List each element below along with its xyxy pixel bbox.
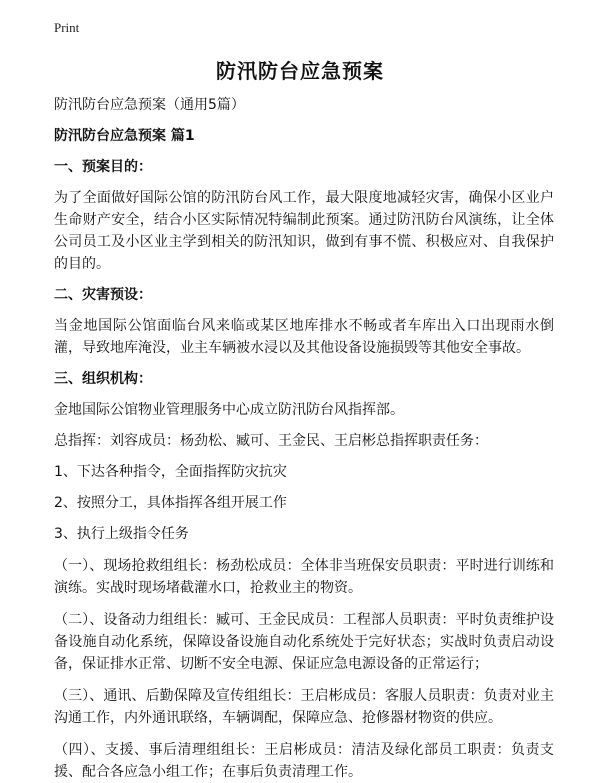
document-body	[54, 90, 554, 783]
section-body-disaster: 当金地国际公馆面临台风来临或某区地库排水不畅或者车库出入口出现雨水倒灌，导致地库淹没，业主车辆被水浸以及其他设备设施损毁等其他安全事故。	[54, 318, 554, 356]
section-heading-purpose: 一、预案目的：	[54, 159, 152, 175]
org-group-equipment: （二）、设备动力组组长：臧可、王金民成员：工程部人员职责：平时负责维护设备设施自动化系统，保障设备设施自动化系统处于完好状态；实战时负责启动设备，保证排水正常、切断不安全电源、保证应急电源设备的正常运行；	[54, 612, 554, 672]
print-link[interactable]: Print	[54, 20, 80, 35]
org-group-rescue: （一）、现场抢救组组长：杨劲松成员：全体非当班保安员职责：平时进行训练和演练。实战时现场堵截灌水口，抢救业主的物资。	[54, 558, 554, 596]
section-heading-disaster: 二、灾害预设：	[54, 287, 152, 303]
page-title: 防汛防台应急预案	[216, 59, 384, 83]
document-subtitle: 防汛防台应急预案（通用5篇）	[54, 97, 245, 113]
article-heading: 防汛防台应急预案 篇1	[54, 128, 195, 144]
org-task-2: 2、按照分工，具体指挥各组开展工作	[54, 495, 287, 511]
section-heading-organization: 三、组织机构：	[54, 371, 152, 387]
org-task-1: 1、下达各种指令，全面指挥防灾抗灾	[54, 464, 287, 480]
org-task-3: 3、执行上级指令任务	[54, 526, 189, 542]
org-paragraph-headquarters: 金地国际公馆物业管理服务中心成立防汛防台风指挥部。	[54, 402, 404, 418]
org-group-logistics: （三）、通讯、后勤保障及宣传组组长：王启彬成员：客服人员职责：负责对业主沟通工作，内外通讯联络，车辆调配，保障应急、抢修器材物资的供应。	[54, 688, 554, 726]
section-body-purpose: 为了全面做好国际公馆的防汛防台风工作，最大限度地减轻灾害，确保小区业户生命财产安全，结合小区实际情况特编制此预案。通过防汛防台风演练，让全体公司员工及小区业主学到相关的防汛知识，做到有事不慌、积极应对、自我保护的目的。	[54, 190, 554, 272]
org-group-cleanup: （四）、支援、事后清理组组长：王启彬成员：清洁及绿化部员工职责：负责支援、配合各应急小组工作；在事后负责清理工作。	[54, 742, 554, 780]
org-paragraph-commander: 总指挥：刘容成员：杨劲松、臧可、王金民、王启彬总指挥职责任务：	[54, 433, 488, 449]
